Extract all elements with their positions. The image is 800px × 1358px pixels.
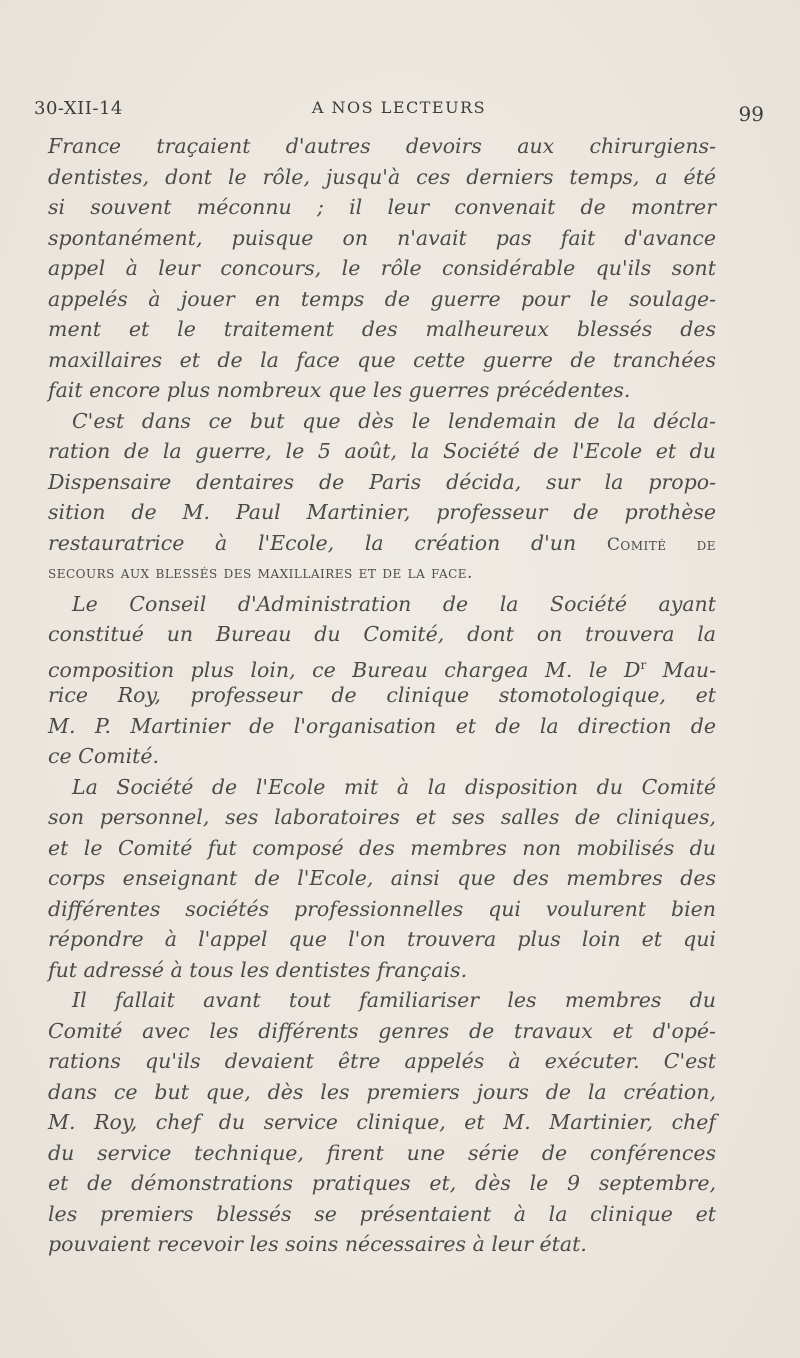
text-line: La Société de l'Ecole mit à la disposition du Comité <box>72 774 716 799</box>
text-line: et le Comité fut composé des membres non mobilisés du <box>48 835 716 860</box>
text-line: appelés à jouer en temps de guerre pour le soulage- <box>48 286 716 311</box>
text-line <box>48 528 716 559</box>
text-line: différentes sociétés professionnelles qui voulurent bien <box>48 896 716 921</box>
superscript: r <box>640 657 647 672</box>
text-line: M. Roy, chef du service clinique, et M. Martinier, chef <box>48 1110 716 1134</box>
text-line: et de démonstrations pratiques et, dès le 9 septembre, <box>48 1171 716 1195</box>
text-line: rations qu'ils devaient être appelés à exécuter. C'est <box>48 1049 716 1073</box>
text-line: les premiers blessés se présentaient à la clinique et <box>48 1201 716 1226</box>
text-line: appel à leur concours, le rôle considérable qu'ils sont <box>48 256 716 280</box>
text-line: rice Roy, professeur de clinique stomotologique, et <box>48 683 716 707</box>
committee-name-start: Comité de <box>606 534 716 555</box>
running-header <box>34 96 764 126</box>
text-line: corps enseignant de l'Ecole, ainsi que des membres des <box>48 866 716 890</box>
text-line: M. P. Martinier de l'organisation et de la direction de <box>48 713 716 738</box>
text-line: Comité avec les différents genres de travaux et d'opé- <box>48 1018 716 1043</box>
text-line: spontanément, puisque on n'avait pas fait d'avance <box>48 225 716 250</box>
text-line: ce Comité. <box>48 744 160 768</box>
text-line: son personnel, ses laboratoires et ses salles de cliniques, <box>48 805 716 829</box>
header-date: 30-XII-14 <box>34 98 123 119</box>
text-line: sition de M. Paul Martinier, professeur de prothèse <box>48 500 716 524</box>
text-line: constitué un Bureau du Comité, dont on trouvera la <box>48 622 716 646</box>
text-line: France traçaient d'autres devoirs aux chirurgiens- <box>48 134 716 158</box>
header-title: A NOS LECTEURS <box>311 98 487 117</box>
text-fragment: Mau- <box>646 657 717 682</box>
text-line: Dispensaire dentaires de Paris décida, sur la propo- <box>48 469 716 494</box>
text-fragment: composition plus loin, ce Bureau chargea M. le D <box>48 657 641 682</box>
text-line: fait encore plus nombreux que les guerres précédentes. <box>48 378 631 402</box>
committee-name-end: secours aux blessés des maxillaires et de la face. <box>48 563 473 583</box>
text-fragment: restauratrice à l'Ecole, la création d'un <box>48 530 607 555</box>
text-line: maxillaires et de la face que cette guerre de tranchées <box>48 347 716 372</box>
text-line: répondre à l'appel que l'on trouvera plus loin et qui <box>48 927 716 951</box>
article-body <box>48 131 716 1260</box>
text-line: C'est dans ce but que dès le lendemain de la décla- <box>72 408 716 433</box>
text-line: ment et le traitement des malheureux blessés des <box>48 317 716 341</box>
text-line: pouvaient recevoir les soins nécessaires à leur état. <box>48 1232 587 1256</box>
text-line: fut adressé à tous les dentistes français. <box>48 957 468 982</box>
text-line: dentistes, dont le rôle, jusqu'à ces derniers temps, a été <box>48 164 716 189</box>
text-line <box>48 650 716 681</box>
text-line: ration de la guerre, le 5 août, la Société de l'Ecole et du <box>48 439 716 463</box>
page-number: 99 <box>738 102 764 126</box>
text-line: du service technique, firent une série de conférences <box>48 1140 716 1165</box>
text-line: dans ce but que, dès les premiers jours de la création, <box>48 1079 716 1104</box>
text-line: Le Conseil d'Administration de la Société ayant <box>72 591 716 616</box>
text-line: Il fallait avant tout familiariser les membres du <box>72 988 716 1012</box>
text-line: si souvent méconnu ; il leur convenait de montrer <box>48 195 716 219</box>
